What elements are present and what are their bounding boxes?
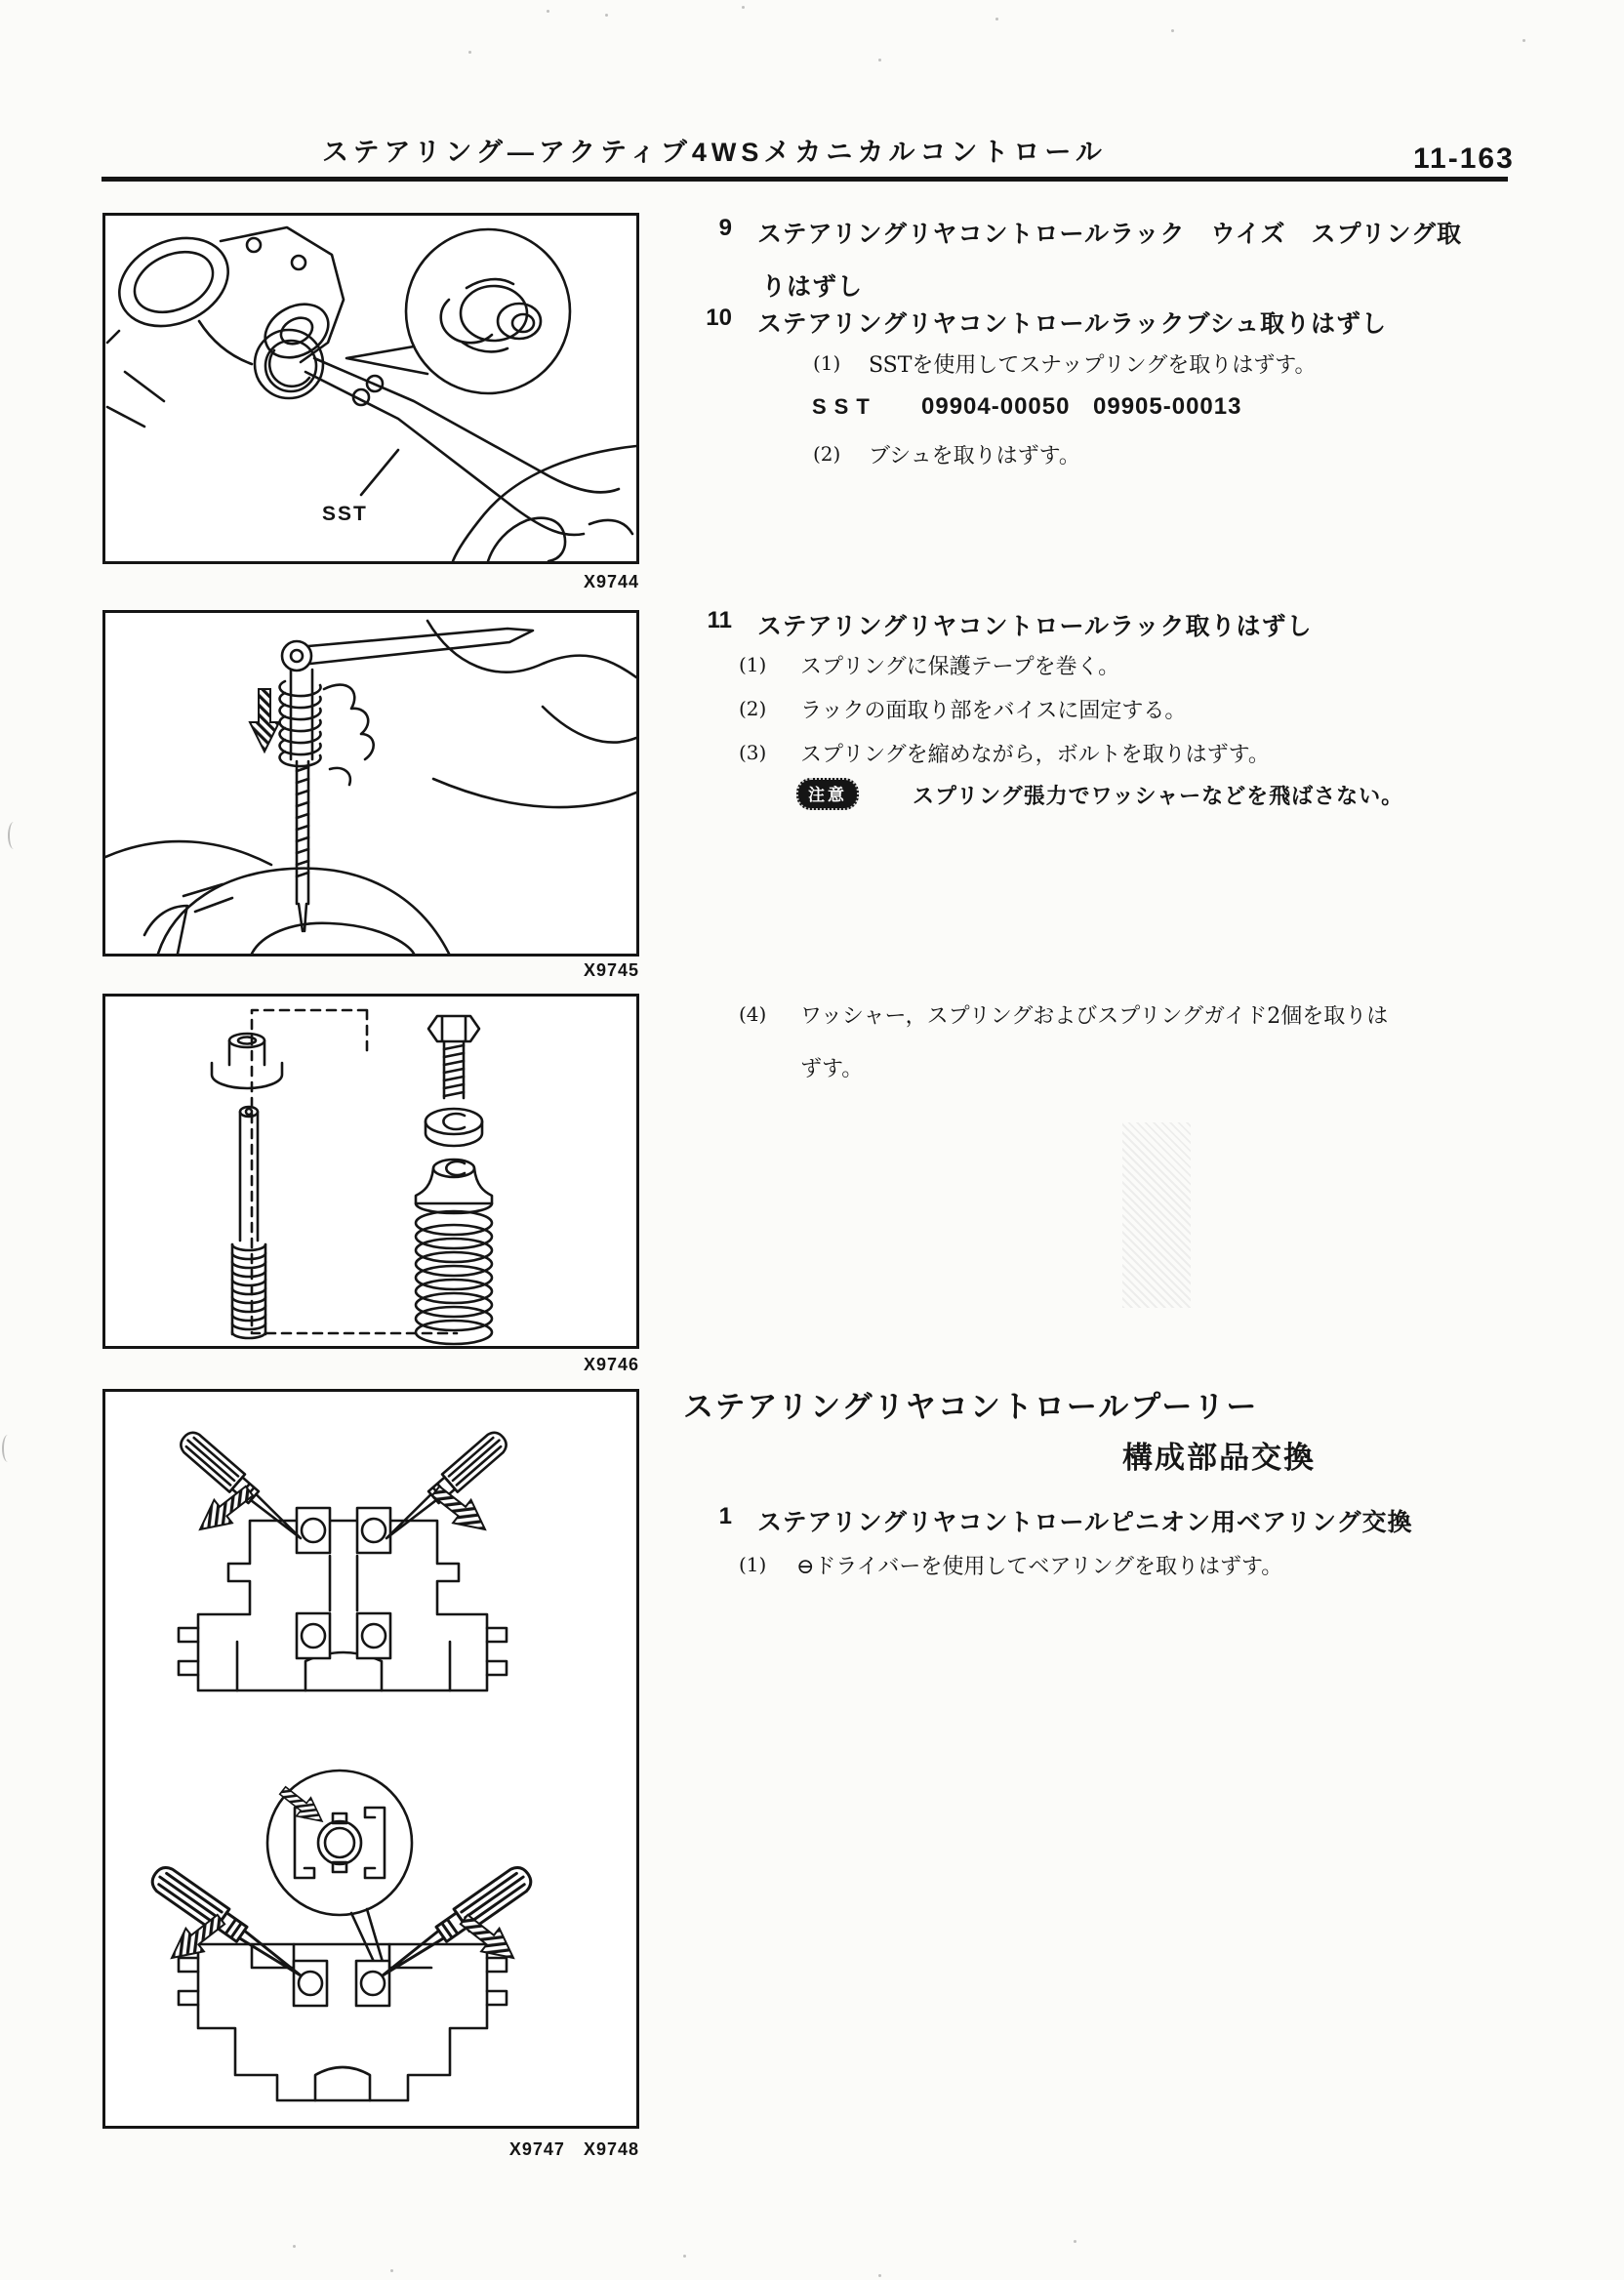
exploded-parts-illustration bbox=[105, 997, 636, 1346]
page-number: 11-163 bbox=[1413, 142, 1515, 175]
figure-code-x9746: X9746 bbox=[583, 1355, 639, 1374]
substep-number: (1) bbox=[739, 1553, 767, 1576]
figure-code-x9747-x9748: X9747 X9748 bbox=[508, 2139, 639, 2159]
step-number: 9 bbox=[718, 215, 732, 241]
figure-exploded-parts bbox=[102, 994, 639, 1349]
step-1-title: ステアリングリヤコントロールピニオン用ベアリング交換 bbox=[757, 1509, 1413, 1536]
substep-text: SSTを使用してスナップリングを取りはずす。 bbox=[869, 353, 1317, 378]
snap-ring-illustration bbox=[105, 216, 636, 561]
substep-text: ずす。 bbox=[800, 1057, 864, 1081]
step-9-title-line2: りはずし bbox=[761, 273, 864, 301]
bearing-icon bbox=[297, 1508, 390, 1658]
scan-smudge bbox=[1122, 1122, 1191, 1308]
step-number: 10 bbox=[706, 305, 732, 331]
step-number: 1 bbox=[718, 1503, 732, 1529]
figure-spring-compress bbox=[102, 610, 639, 957]
scan-mark bbox=[8, 822, 20, 849]
substep-text: スプリングを縮めながら，ボルトを取りはずす。 bbox=[800, 743, 1270, 767]
section-title: ステアリングリヤコントロールプーリー bbox=[683, 1390, 1259, 1424]
screwdriver-icon bbox=[379, 1428, 510, 1547]
substep-text: ワッシャー，スプリングおよびスプリングガイド2個を取りは bbox=[800, 1004, 1389, 1029]
figure-code-x9744: X9744 bbox=[583, 572, 639, 591]
caution-text: スプリング張力でワッシャーなどを飛ばさない。 bbox=[913, 784, 1404, 808]
substep-text: ラックの面取り部をバイスに固定する。 bbox=[800, 699, 1187, 723]
step-number: 11 bbox=[707, 607, 732, 633]
bearing-icon bbox=[294, 1961, 389, 2006]
step-11-title: ステアリングリヤコントロールラック取りはずし bbox=[757, 613, 1313, 640]
section-subtitle: 構成部品交換 bbox=[1122, 1441, 1316, 1475]
screwdriver-icon bbox=[177, 1428, 308, 1547]
down-arrow-striped bbox=[250, 689, 279, 752]
sst-code-2: 09905-00013 bbox=[1093, 393, 1242, 420]
sst-spec-label: SST bbox=[812, 394, 877, 419]
substep-number: (3) bbox=[739, 741, 767, 764]
figure-code-x9745: X9745 bbox=[583, 960, 639, 980]
figure-bearing-removal bbox=[102, 1389, 639, 2129]
substep-number: (2) bbox=[739, 697, 767, 720]
press-arrow-detail bbox=[275, 1781, 329, 1830]
substep-text: ⊖ドライバーを使用してベアリングを取りはずす。 bbox=[796, 1555, 1283, 1579]
page-title: ステアリング―アクティブ4WSメカニカルコントロール bbox=[322, 138, 1107, 167]
sst-tool-label: SST bbox=[322, 503, 368, 525]
spring-compress-illustration bbox=[105, 613, 636, 954]
pry-arrow-left bbox=[163, 1908, 230, 1970]
caution-badge: 注意 bbox=[796, 778, 859, 810]
header-divider bbox=[102, 177, 1508, 182]
substep-number: (2) bbox=[813, 442, 841, 466]
substep-number: (1) bbox=[739, 653, 767, 676]
step-9-title-line1: ステアリングリヤコントロールラック ウイズ スプリング取 bbox=[757, 221, 1463, 248]
sst-code-1: 09904-00050 bbox=[921, 393, 1071, 420]
figure-snap-ring-removal bbox=[102, 213, 639, 564]
bearing-removal-illustration bbox=[105, 1392, 636, 2126]
substep-text: ブシュを取りはずす。 bbox=[869, 444, 1080, 468]
substep-number: (4) bbox=[739, 1002, 767, 1026]
scan-mark bbox=[2, 1435, 14, 1462]
step-10-title: ステアリングリヤコントロールラックブシュ取りはずし bbox=[757, 310, 1388, 338]
substep-number: (1) bbox=[813, 351, 841, 375]
substep-text: スプリングに保護テープを巻く。 bbox=[800, 655, 1120, 679]
